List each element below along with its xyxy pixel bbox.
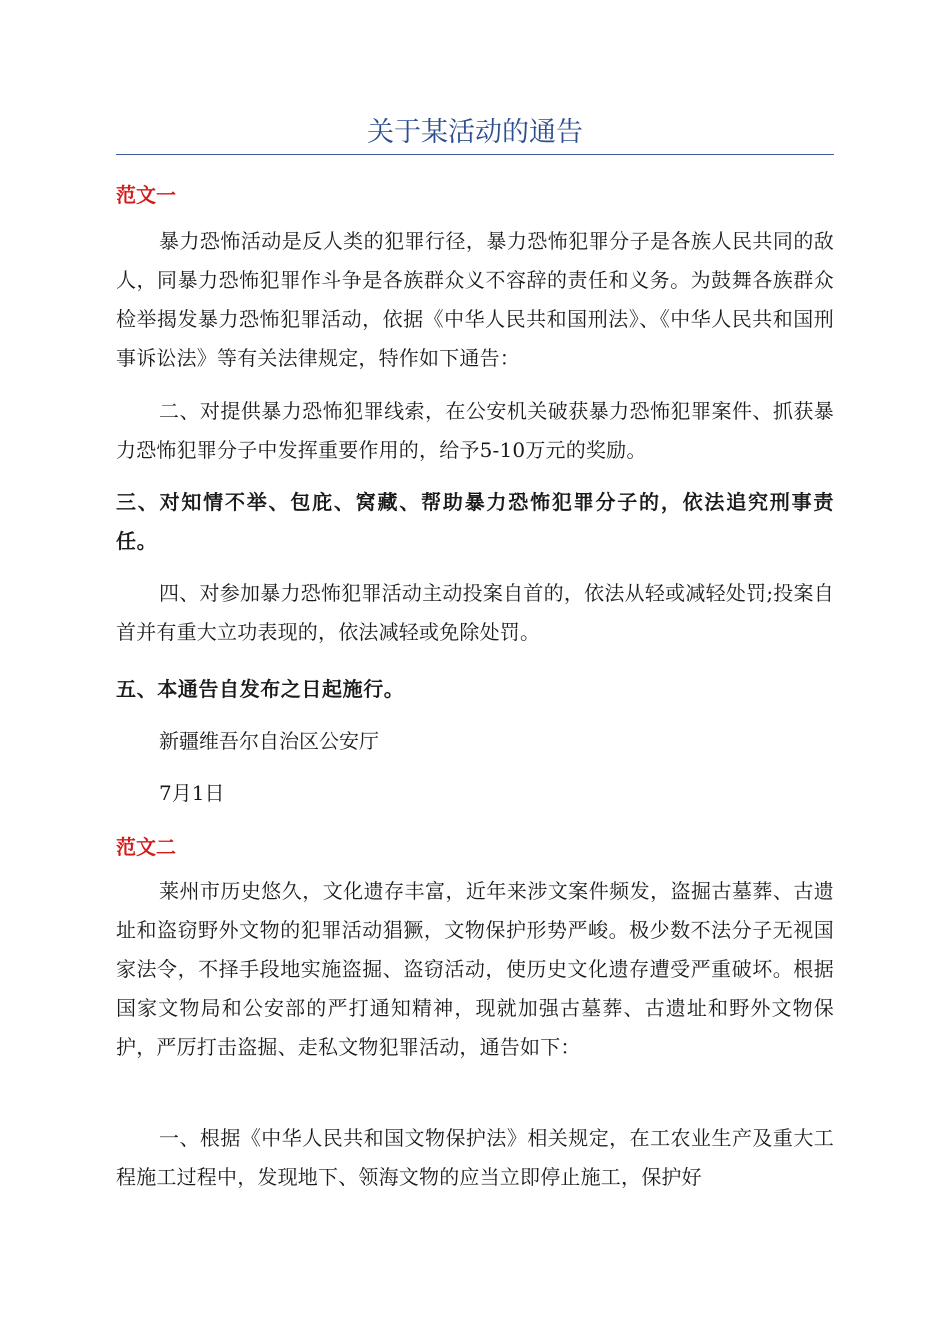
issuer-signature: 新疆维吾尔自治区公安厅 — [159, 729, 379, 753]
sample-one-heading: 范文一 — [116, 183, 176, 207]
sample-one-paragraph-3: 三、对知情不举、包庇、窝藏、帮助暴力恐怖犯罪分子的，依法追究刑事责任。 — [116, 490, 834, 553]
document-title: 关于某活动的通告 — [367, 117, 583, 148]
title-divider — [116, 154, 834, 155]
sample-one-paragraph-5: 五、本通告自发布之日起施行。 — [116, 677, 405, 701]
sample-two-paragraph-1: 一、根据《中华人民共和国文物保护法》相关规定，在工农业生产及重大工程施工过程中，发现地下、领海文物的应当立即停止施工，保护好 — [116, 1126, 834, 1189]
sample-two-paragraph-intro: 莱州市历史悠久，文化遗存丰富，近年来涉文案件频发，盗掘古墓葬、古遗址和盗窃野外文物的犯罪活动猖獗，文物保护形势严峻。极少数不法分子无视国家法令，不择手段地实施盗掘、盗窃活动，使历史文化遗存遭受严重破坏。根据国家文物局和公安部的严打通知精神，现就加强古墓葬、古遗址和野外文物保护，严厉打击盗掘、走私文物犯罪活动，通告如下： — [116, 879, 834, 1059]
sample-two-heading: 范文二 — [116, 835, 176, 859]
sample-one-paragraph-4: 四、对参加暴力恐怖犯罪活动主动投案自首的，依法从轻或减轻处罚;投案自首并有重大立功表现的，依法减轻或免除处罚。 — [116, 581, 834, 644]
sample-one-paragraph-2: 二、对提供暴力恐怖犯罪线索，在公安机关破获暴力恐怖犯罪案件、抓获暴力恐怖犯罪分子中发挥重要作用的，给予5-10万元的奖励。 — [116, 399, 834, 462]
issue-date: 7月1日 — [159, 781, 225, 805]
sample-one-paragraph-intro: 暴力恐怖活动是反人类的犯罪行径，暴力恐怖犯罪分子是各族人民共同的敌人，同暴力恐怖犯罪作斗争是各族群众义不容辞的责任和义务。为鼓舞各族群众检举揭发暴力恐怖犯罪活动，依据《中华人民共和国刑法》、《中华人民共和国刑事诉讼法》等有关法律规定，特作如下通告： — [116, 229, 834, 370]
